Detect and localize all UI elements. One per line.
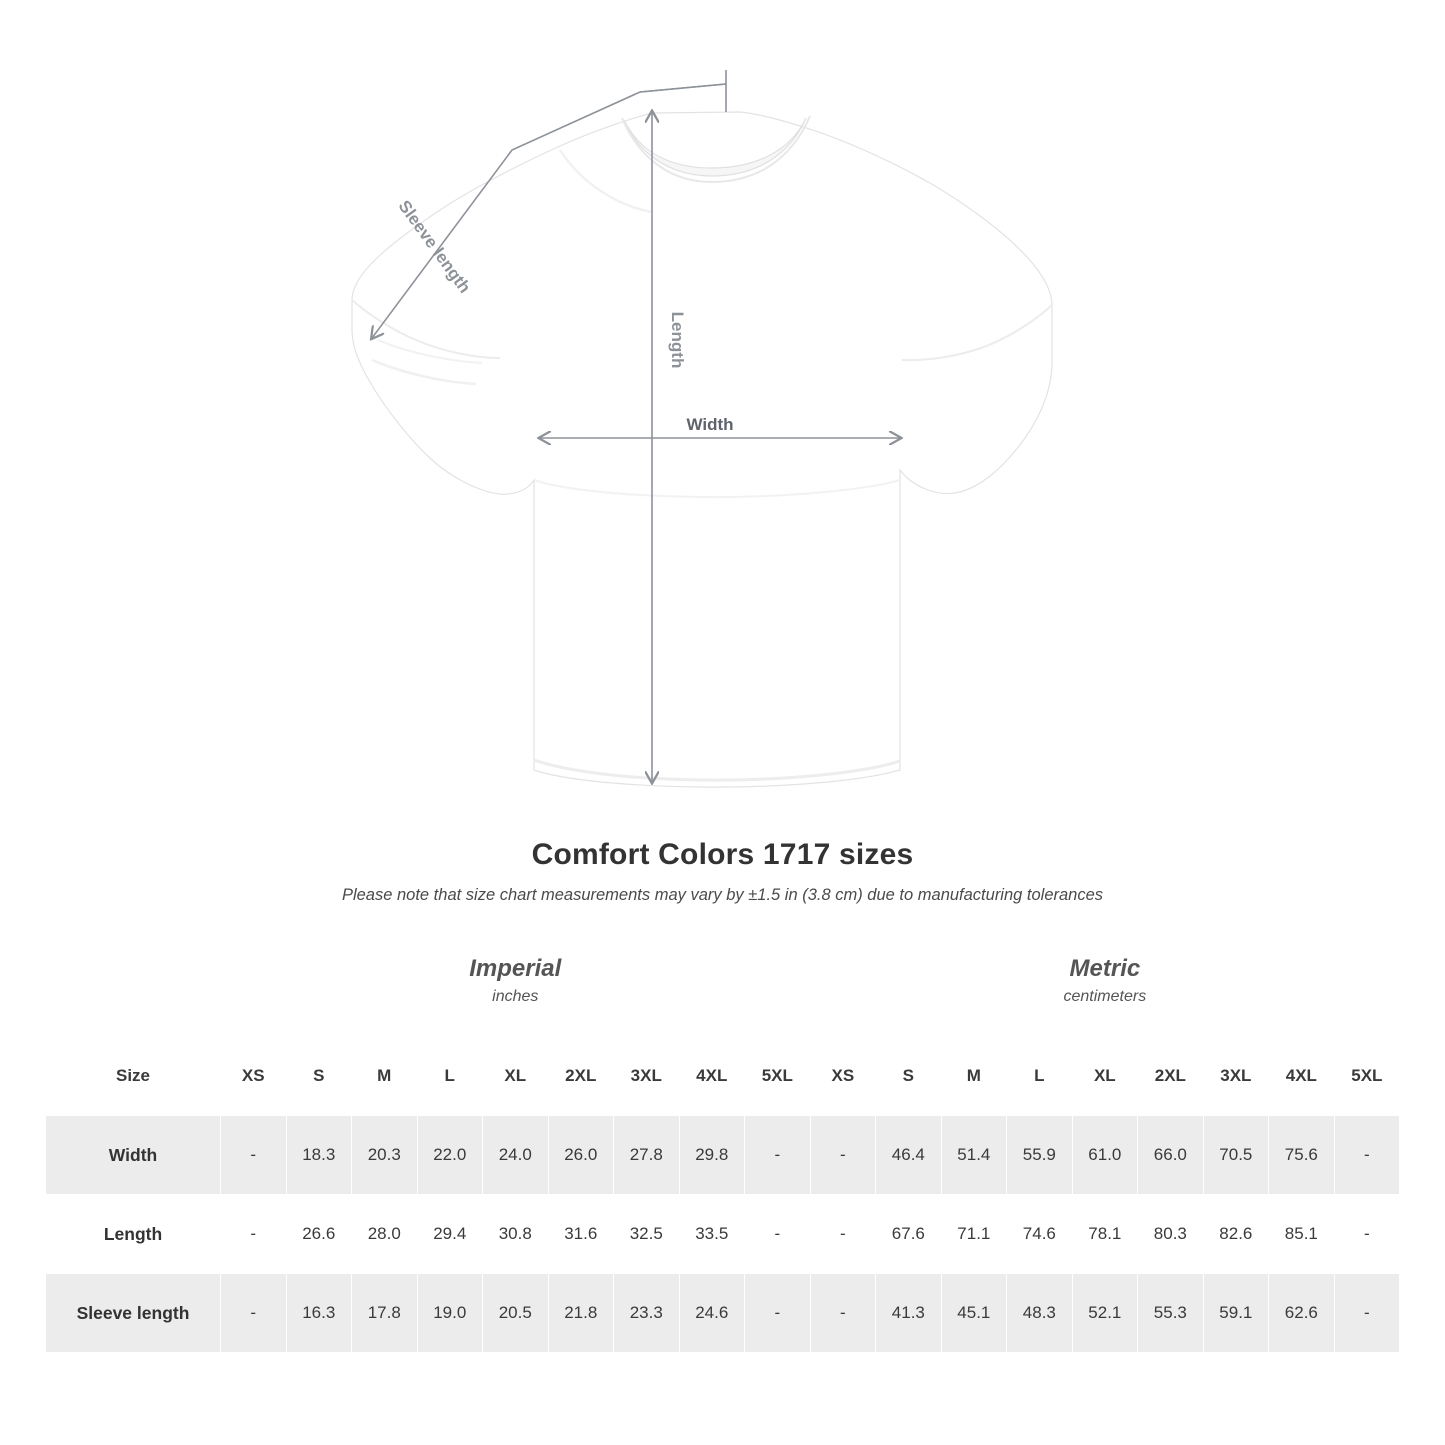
cell-imperial-sleeve-s: 16.3 [286, 1274, 352, 1353]
cell-metric-sleeve-l: 48.3 [1007, 1274, 1073, 1353]
cell-imperial-length-s: 26.6 [286, 1195, 352, 1274]
cell-imperial-width-l: 22.0 [417, 1116, 483, 1195]
cell-imperial-length-m: 28.0 [352, 1195, 418, 1274]
cell-imperial-length-l: 29.4 [417, 1195, 483, 1274]
cell-imperial-length-3xl: 32.5 [614, 1195, 680, 1274]
cell-imperial-sleeve-4xl: 24.6 [679, 1274, 745, 1353]
header-metric-xs: XS [810, 1037, 876, 1116]
cell-metric-width-s: 46.4 [876, 1116, 942, 1195]
cell-metric-sleeve-s: 41.3 [876, 1274, 942, 1353]
header-metric-2xl: 2XL [1138, 1037, 1204, 1116]
cell-imperial-sleeve-5xl: - [745, 1274, 811, 1353]
cell-imperial-sleeve-2xl: 21.8 [548, 1274, 614, 1353]
cell-imperial-length-xl: 30.8 [483, 1195, 549, 1274]
header-imperial-s: S [286, 1037, 352, 1116]
cell-imperial-width-4xl: 29.8 [679, 1116, 745, 1195]
cell-metric-width-4xl: 75.6 [1269, 1116, 1335, 1195]
unit-header-spacer [46, 928, 221, 1037]
cell-metric-length-xs: - [810, 1195, 876, 1274]
page-title: Comfort Colors 1717 sizes [531, 838, 914, 871]
header-metric-5xl: 5XL [1334, 1037, 1400, 1116]
cell-metric-width-2xl: 66.0 [1138, 1116, 1204, 1195]
unit-imperial-name: Imperial [469, 955, 562, 983]
cell-metric-length-2xl: 80.3 [1138, 1195, 1204, 1274]
cell-imperial-sleeve-m: 17.8 [352, 1274, 418, 1353]
tolerance-note: Please note that size chart measurements may vary by ±1.5 in (3.8 cm) due to manufacturing tolerances [341, 886, 1104, 904]
table-row-sleeve-length [46, 1274, 1400, 1353]
header-size-label: Size [46, 1037, 221, 1116]
cell-metric-width-xl: 61.0 [1072, 1116, 1138, 1195]
header-imperial-3xl: 3XL [614, 1037, 680, 1116]
header-imperial-xs: XS [221, 1037, 287, 1116]
cell-imperial-width-xl: 24.0 [483, 1116, 549, 1195]
cell-metric-sleeve-3xl: 59.1 [1203, 1274, 1269, 1353]
cell-imperial-width-5xl: - [745, 1116, 811, 1195]
cell-imperial-sleeve-l: 19.0 [417, 1274, 483, 1353]
tshirt-shape [352, 112, 1052, 787]
cell-metric-length-l: 74.6 [1007, 1195, 1073, 1274]
cell-imperial-length-2xl: 31.6 [548, 1195, 614, 1274]
row-label-width: Width [46, 1116, 221, 1195]
header-imperial-m: M [352, 1037, 418, 1116]
cell-imperial-length-xs: - [221, 1195, 287, 1274]
label-width: Width [686, 415, 734, 434]
header-metric-s: S [876, 1037, 942, 1116]
table-row-length [46, 1195, 1400, 1274]
cell-metric-sleeve-xs: - [810, 1274, 876, 1353]
cell-metric-sleeve-2xl: 55.3 [1138, 1274, 1204, 1353]
title-block [0, 838, 1445, 905]
cell-imperial-sleeve-xl: 20.5 [483, 1274, 549, 1353]
header-metric-l: L [1007, 1037, 1073, 1116]
cell-metric-width-5xl: - [1334, 1116, 1400, 1195]
unit-imperial-sub: inches [492, 988, 539, 1006]
unit-header-metric [810, 928, 1400, 1037]
cell-metric-length-m: 71.1 [941, 1195, 1007, 1274]
cell-imperial-width-s: 18.3 [286, 1116, 352, 1195]
cell-metric-length-5xl: - [1334, 1195, 1400, 1274]
cell-metric-length-s: 67.6 [876, 1195, 942, 1274]
cell-imperial-width-3xl: 27.8 [614, 1116, 680, 1195]
row-label-sleeve-length: Sleeve length [46, 1274, 221, 1353]
header-imperial-5xl: 5XL [745, 1037, 811, 1116]
unit-header-imperial [221, 928, 811, 1037]
cell-imperial-width-xs: - [221, 1116, 287, 1195]
size-table [45, 927, 1400, 1353]
cell-imperial-length-5xl: - [745, 1195, 811, 1274]
size-table-wrapper [45, 927, 1400, 1353]
cell-imperial-length-4xl: 33.5 [679, 1195, 745, 1274]
cell-metric-sleeve-4xl: 62.6 [1269, 1274, 1335, 1353]
unit-metric-name: Metric [1069, 955, 1141, 983]
cell-metric-width-xs: - [810, 1116, 876, 1195]
cell-metric-width-m: 51.4 [941, 1116, 1007, 1195]
unit-metric-sub: centimeters [1063, 988, 1147, 1006]
cell-metric-width-3xl: 70.5 [1203, 1116, 1269, 1195]
unit-header-row [46, 928, 1400, 1037]
cell-metric-length-4xl: 85.1 [1269, 1195, 1335, 1274]
cell-metric-sleeve-5xl: - [1334, 1274, 1400, 1353]
header-metric-4xl: 4XL [1269, 1037, 1335, 1116]
label-length: Length [668, 311, 687, 369]
label-sleeve-length: Sleeve length [394, 196, 475, 297]
cell-metric-length-xl: 78.1 [1072, 1195, 1138, 1274]
table-row-width [46, 1116, 1400, 1195]
header-imperial-2xl: 2XL [548, 1037, 614, 1116]
cell-metric-sleeve-m: 45.1 [941, 1274, 1007, 1353]
size-header-row [46, 1037, 1400, 1116]
cell-imperial-width-m: 20.3 [352, 1116, 418, 1195]
cell-imperial-sleeve-xs: - [221, 1274, 287, 1353]
header-metric-xl: XL [1072, 1037, 1138, 1116]
header-metric-m: M [941, 1037, 1007, 1116]
header-imperial-l: L [417, 1037, 483, 1116]
row-label-length: Length [46, 1195, 221, 1274]
cell-imperial-width-2xl: 26.0 [548, 1116, 614, 1195]
header-imperial-4xl: 4XL [679, 1037, 745, 1116]
header-imperial-xl: XL [483, 1037, 549, 1116]
cell-metric-length-3xl: 82.6 [1203, 1195, 1269, 1274]
cell-imperial-sleeve-3xl: 23.3 [614, 1274, 680, 1353]
header-metric-3xl: 3XL [1203, 1037, 1269, 1116]
cell-metric-width-l: 55.9 [1007, 1116, 1073, 1195]
cell-metric-sleeve-xl: 52.1 [1072, 1274, 1138, 1353]
